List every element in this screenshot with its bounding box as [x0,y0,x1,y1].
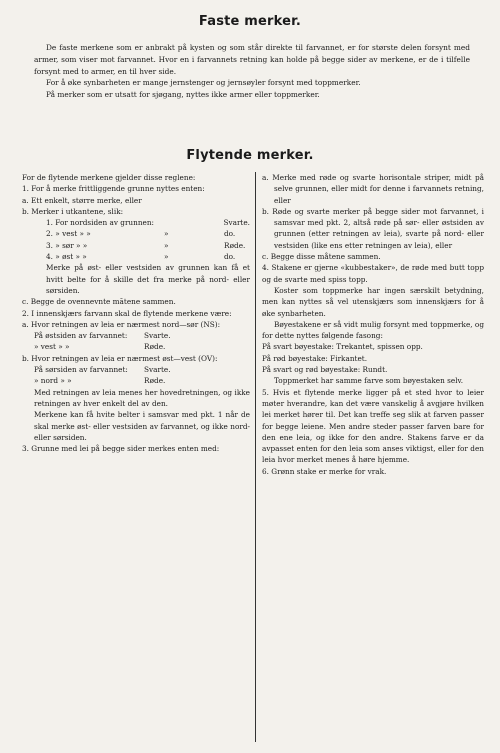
rule-5: 5. Hvis et flytende merke ligger på et sted hvor to leier møter hverandre, kan det være vanskelig å avgjøre hvilken lei merket hører til. Det kan treffe seg slik at farven passer for begge leiene. Men andre steder passer farven bare for den ene leia, og ikke for den andre. Stakens farve er da avpasset enten for den leia som anses viktigst, eller for den leia hvor merket menes å høre hjemme. [262,387,484,465]
rule-2a: a. Hvor retningen av leia er nærmest nord—sør (NS): [22,319,221,329]
rule-4: 4. Stakene er gjerne «kubbestaker», de røde med butt topp og de svarte med spiss topp. [262,263,484,284]
table-row: På sørsiden av farvannet: Svarte. [34,365,171,375]
rule-4-boyestaker: Bøyestakene er så vidt mulig forsynt med toppmerke, og for dette nyttes følgende fasong: [262,319,484,341]
rule-4-koster: Koster som toppmerke har ingen særskilt betydning, men kan nyttes så vel utenskjærs som innenskjærs for å øke synbarheten. [262,285,484,318]
rule-3c: c. Begge disse måtene sammen. [262,252,381,262]
lead-paragraph: For de flytende merkene gjelder disse reglene: [22,173,196,182]
rule-2-note: Merkene kan få hvite belter i samsvar med pkt. 1 når de skal merke øst- eller vestsiden av farvannet, og ikke nord- eller sørsiden. [34,410,250,442]
rule-2b: b. Hvor retningen av leia er nærmest øst—vest (OV): [22,353,218,363]
intro-paragraph: De faste merkene som er anbrakt på kysten og som står direkte til farvannet, er for største delen forsynt med armer, som viser mot farvannet. Hvor en i farvannets retning kan holde på begge sider av merkene, er de i tilfelle forsynt med to armer, en til hver side. [34,43,470,76]
rule-1-note: Merke på øst- eller vestsiden av grunnen kan få et hvitt belte for å skille det fra merke på nord- eller sørsiden. [46,263,250,295]
table-row: » nord » » Røde. [34,376,166,386]
table-row: På østsiden av farvannet: Svarte. [34,331,171,341]
table-row: 4. » øst » » » do. [46,252,236,262]
intro-paragraph: For å øke synbarheten er mange jernstenger og jernsøyler forsynt med toppmerker. [46,78,361,88]
rule-3: 3. Grunne med lei på begge sider merkes enten med: [22,444,220,454]
table-row: 3. » sør » » » Røde. [46,240,246,250]
rule-1c: c. Begge de ovennevnte mātene sammen. [22,297,176,307]
left-column [22,172,250,454]
rule-2: 2. I innenskjærs farvann skal de flytende merkene være: [22,308,232,318]
table-row: » vest » » Røde. [34,342,166,352]
rule-4-topmark: Toppmerket har samme farve som bøyestaken selv. [274,376,464,386]
section-title-fixed-marks: Faste merker. [198,14,302,29]
intro-paragraph: På merker som er utsatt for sjøgang, nyttes ikke armer eller toppmerker. [46,90,320,100]
shape-line: På svart og rød bøyestake: Rundt. [262,365,388,375]
rule-3b: b. Røde og svarte merker på begge sider mot farvannet, i samsvar med pkt. 2, altså røde på sør- eller østsiden av grunnen (etter retningen av leia), svarte på nord- eller vestsiden (like ens etter retningen av leia), eller [262,206,484,250]
section-title-floating-marks: Flytende merker. [186,148,314,163]
rule-6: 6. Grønn stake er merke for vrak. [262,466,387,476]
rule-3a: a. Merke med røde og svarte horisontale striper, midt på selve grunnen, eller midt for denne i farvannets retning, eller [262,173,484,205]
shape-line: På svart bøyestake: Trekantet, spissen opp. [262,342,423,352]
rule-1a: a. Ett enkelt, større merke, eller [22,195,142,205]
rule-2-note: Med retningen av leia menes her hovedretningen, og ikke retningen av hver enkelt del av den. [34,387,250,408]
table-row: 1. For nordsiden av grunnen: Svarte. [46,218,250,228]
right-column [262,172,484,477]
rule-1b: b. Merker i utkantene, slik: [22,206,124,216]
intro-text [34,42,470,101]
column-divider [255,172,256,742]
shape-line: På rød bøyestake: Firkantet. [262,353,368,363]
rule-1: 1. For å merke frittliggende grunne nyttes enten: [22,184,205,194]
table-row: 2. » vest » » » do. [46,229,236,239]
